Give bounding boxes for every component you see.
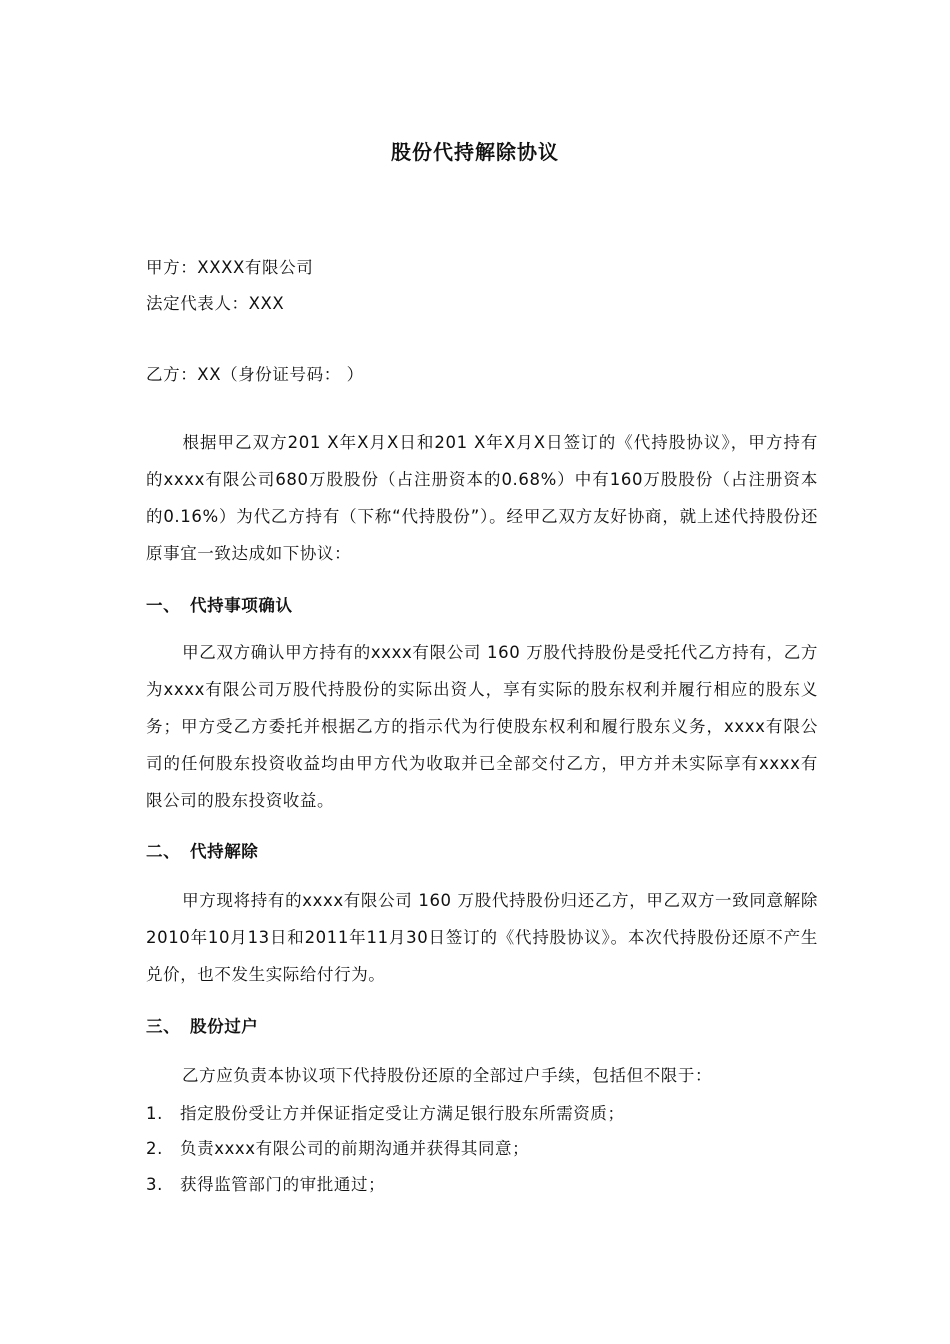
list-item-number: 3.: [146, 1175, 163, 1194]
list-item-text: 获得监管部门的审批通过；: [180, 1175, 386, 1194]
list-item-number: 2.: [146, 1139, 163, 1158]
section-2-body: [146, 882, 818, 993]
section-1-title: 代持事项确认: [190, 596, 293, 615]
list-item-text: 指定股份受让方并保证指定受让方满足银行股东所需资质；: [180, 1104, 625, 1123]
list-item: [146, 1100, 625, 1124]
section-3-heading: [146, 1013, 258, 1037]
list-item-number: 1.: [146, 1104, 163, 1123]
section-1-heading: [146, 592, 293, 616]
section-2-heading: [146, 838, 258, 862]
section-3-title: 股份过户: [190, 1017, 259, 1036]
party-a: 甲方：XXXX有限公司: [146, 258, 314, 277]
legal-representative: 法定代表人：XXX: [146, 294, 285, 313]
intro-paragraph: [146, 424, 818, 572]
section-2-text: 甲方现将持有的xxxx有限公司 160 万股代持股份归还乙方，甲乙双方一致同意解除2010年10月13日和2011年11月30日签订的《代持股协议》。本次代持股份还原不产生兑价，也不发生实际给付行为。: [146, 891, 818, 984]
intro-text: 根据甲乙双方201 X年X月X日和201 X年X月X日签订的《代持股协议》，甲方持有的xxxx有限公司680万股股份（占注册资本的0.68%）中有160万股股份（占注册资本的0.16%）为代乙方持有（下称“代持股份”）。经甲乙双方友好协商，就上述代持股份还原事宜一致达成如下协议：: [146, 433, 818, 563]
section-1-number: 一、: [146, 596, 181, 615]
section-1-body: [146, 634, 818, 819]
document-title: 股份代持解除协议: [391, 140, 559, 164]
section-3-text: 乙方应负责本协议项下代持股份还原的全部过户手续，包括但不限于：: [182, 1066, 713, 1085]
section-2-number: 二、: [146, 842, 181, 861]
list-item: [146, 1135, 529, 1159]
section-2-title: 代持解除: [190, 842, 259, 861]
list-item: [146, 1171, 385, 1195]
list-item-text: 负责xxxx有限公司的前期沟通并获得其同意；: [180, 1139, 530, 1158]
section-3-number: 三、: [146, 1017, 181, 1036]
section-1-text: 甲乙双方确认甲方持有的xxxx有限公司 160 万股代持股份是受托代乙方持有，乙方为xxxx有限公司万股代持股份的实际出资人，享有实际的股东权利并履行相应的股东义务；甲方受乙方委托并根据乙方的指示代为行使股东权利和履行股东义务，xxxx有限公司的任何股东投资收益均由甲方代为收取并已全部交付乙方，甲方并未实际享有xxxx有限公司的股东投资收益。: [146, 643, 818, 810]
section-3-body: [146, 1057, 818, 1094]
party-b: 乙方：XX（身份证号码： ）: [146, 365, 364, 384]
